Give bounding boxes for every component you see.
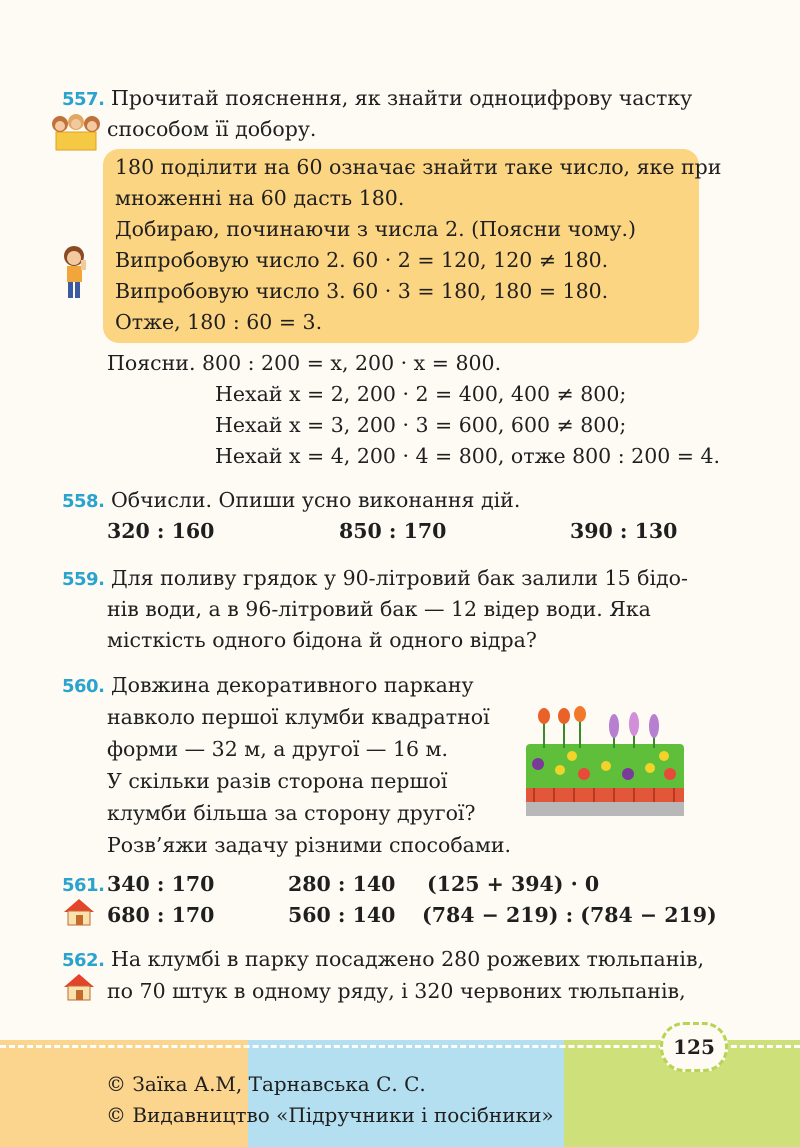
exercise-text: Розв’яжи задачу різними способами. [107,833,512,857]
explain-line: Нехай x = 2, 200 · 2 = 400, 400 ≠ 800; [215,382,627,406]
exercise-text: форми — 32 м, а другої — 16 м. [107,737,449,761]
expression: (125 + 394) · 0 [427,872,600,896]
copyright-publisher: © Видавництво «Підручники і посібники» [106,1103,554,1127]
copyright-authors: © Заїка А.М, Тарнавська С. С. [106,1072,426,1096]
box-line: Випробовую число 3. 60 · 3 = 180, 180 = 180. [115,279,609,303]
explain-line: Нехай x = 4, 200 · 4 = 800, отже 800 : 200 = 4. [215,444,721,468]
exercise-number: 562. [62,950,105,971]
expression: 850 : 170 [339,519,447,543]
exercise-text: Для поливу грядок у 90-літровий бак залили 15 бідо- [110,566,688,590]
exercise-text: нів води, а в 96-літровий бак — 12 відер води. Яка [107,597,651,621]
flower-bed-illustration [524,704,686,820]
exercise-559-line1 [62,563,688,595]
exercise-number: 557. [62,89,105,110]
exercise-text: по 70 штук в одному ряду, і 320 червоних тюльпанів, [107,979,686,1003]
expression: (784 − 219) : (784 − 219) [422,903,717,927]
boy-icon [60,244,90,300]
exercise-number: 560. [62,676,105,697]
expression: 680 : 170 [107,903,215,927]
exercise-562-line1 [62,944,704,976]
page-number: 125 [660,1022,728,1072]
expression: 320 : 160 [107,519,215,543]
box-line: Отже, 180 : 60 = 3. [115,310,323,334]
home-icon [62,897,96,927]
box-line: Добираю, починаючи з числа 2. (Поясни чому.) [115,217,637,241]
exercise-text: Прочитай пояснення, як знайти одноцифрову частку [110,86,693,110]
expression: 390 : 130 [570,519,678,543]
expression: 280 : 140 [288,872,396,896]
exercise-560-line1 [62,670,474,702]
exercise-text: Обчисли. Опиши усно виконання дій. [110,488,521,512]
reading-children-icon [46,110,104,152]
expression: 560 : 140 [288,903,396,927]
box-line: 180 поділити на 60 означає знайти таке число, яке при [115,155,722,179]
home-icon [62,972,96,1002]
exercise-text: місткість одного бідона й одного відра? [107,628,537,652]
exercise-558 [62,485,520,517]
explain-line: Нехай x = 3, 200 · 3 = 600, 600 ≠ 800; [215,413,627,437]
exercise-text: клумби більша за сторону другої? [107,801,476,825]
exercise-557-line1 [62,83,692,115]
exercise-text: На клумбі в парку посаджено 280 рожевих тюльпанів, [110,947,705,971]
exercise-text: навколо першої клумби квадратної [107,705,490,729]
exercise-number: 558. [62,491,105,512]
exercise-number: 561. [62,875,105,896]
exercise-557-line2: способом її добору. [107,117,317,141]
exercise-number: 559. [62,569,105,590]
expression: 340 : 170 [107,872,215,896]
box-line: множенні на 60 дасть 180. [115,186,405,210]
explain-line: Поясни. 800 : 200 = x, 200 · x = 800. [107,351,502,375]
exercise-text: Довжина декоративного паркану [110,673,474,697]
exercise-text: У скільки разів сторона першої [107,769,448,793]
box-line: Випробовую число 2. 60 · 2 = 120, 120 ≠ 180. [115,248,609,272]
